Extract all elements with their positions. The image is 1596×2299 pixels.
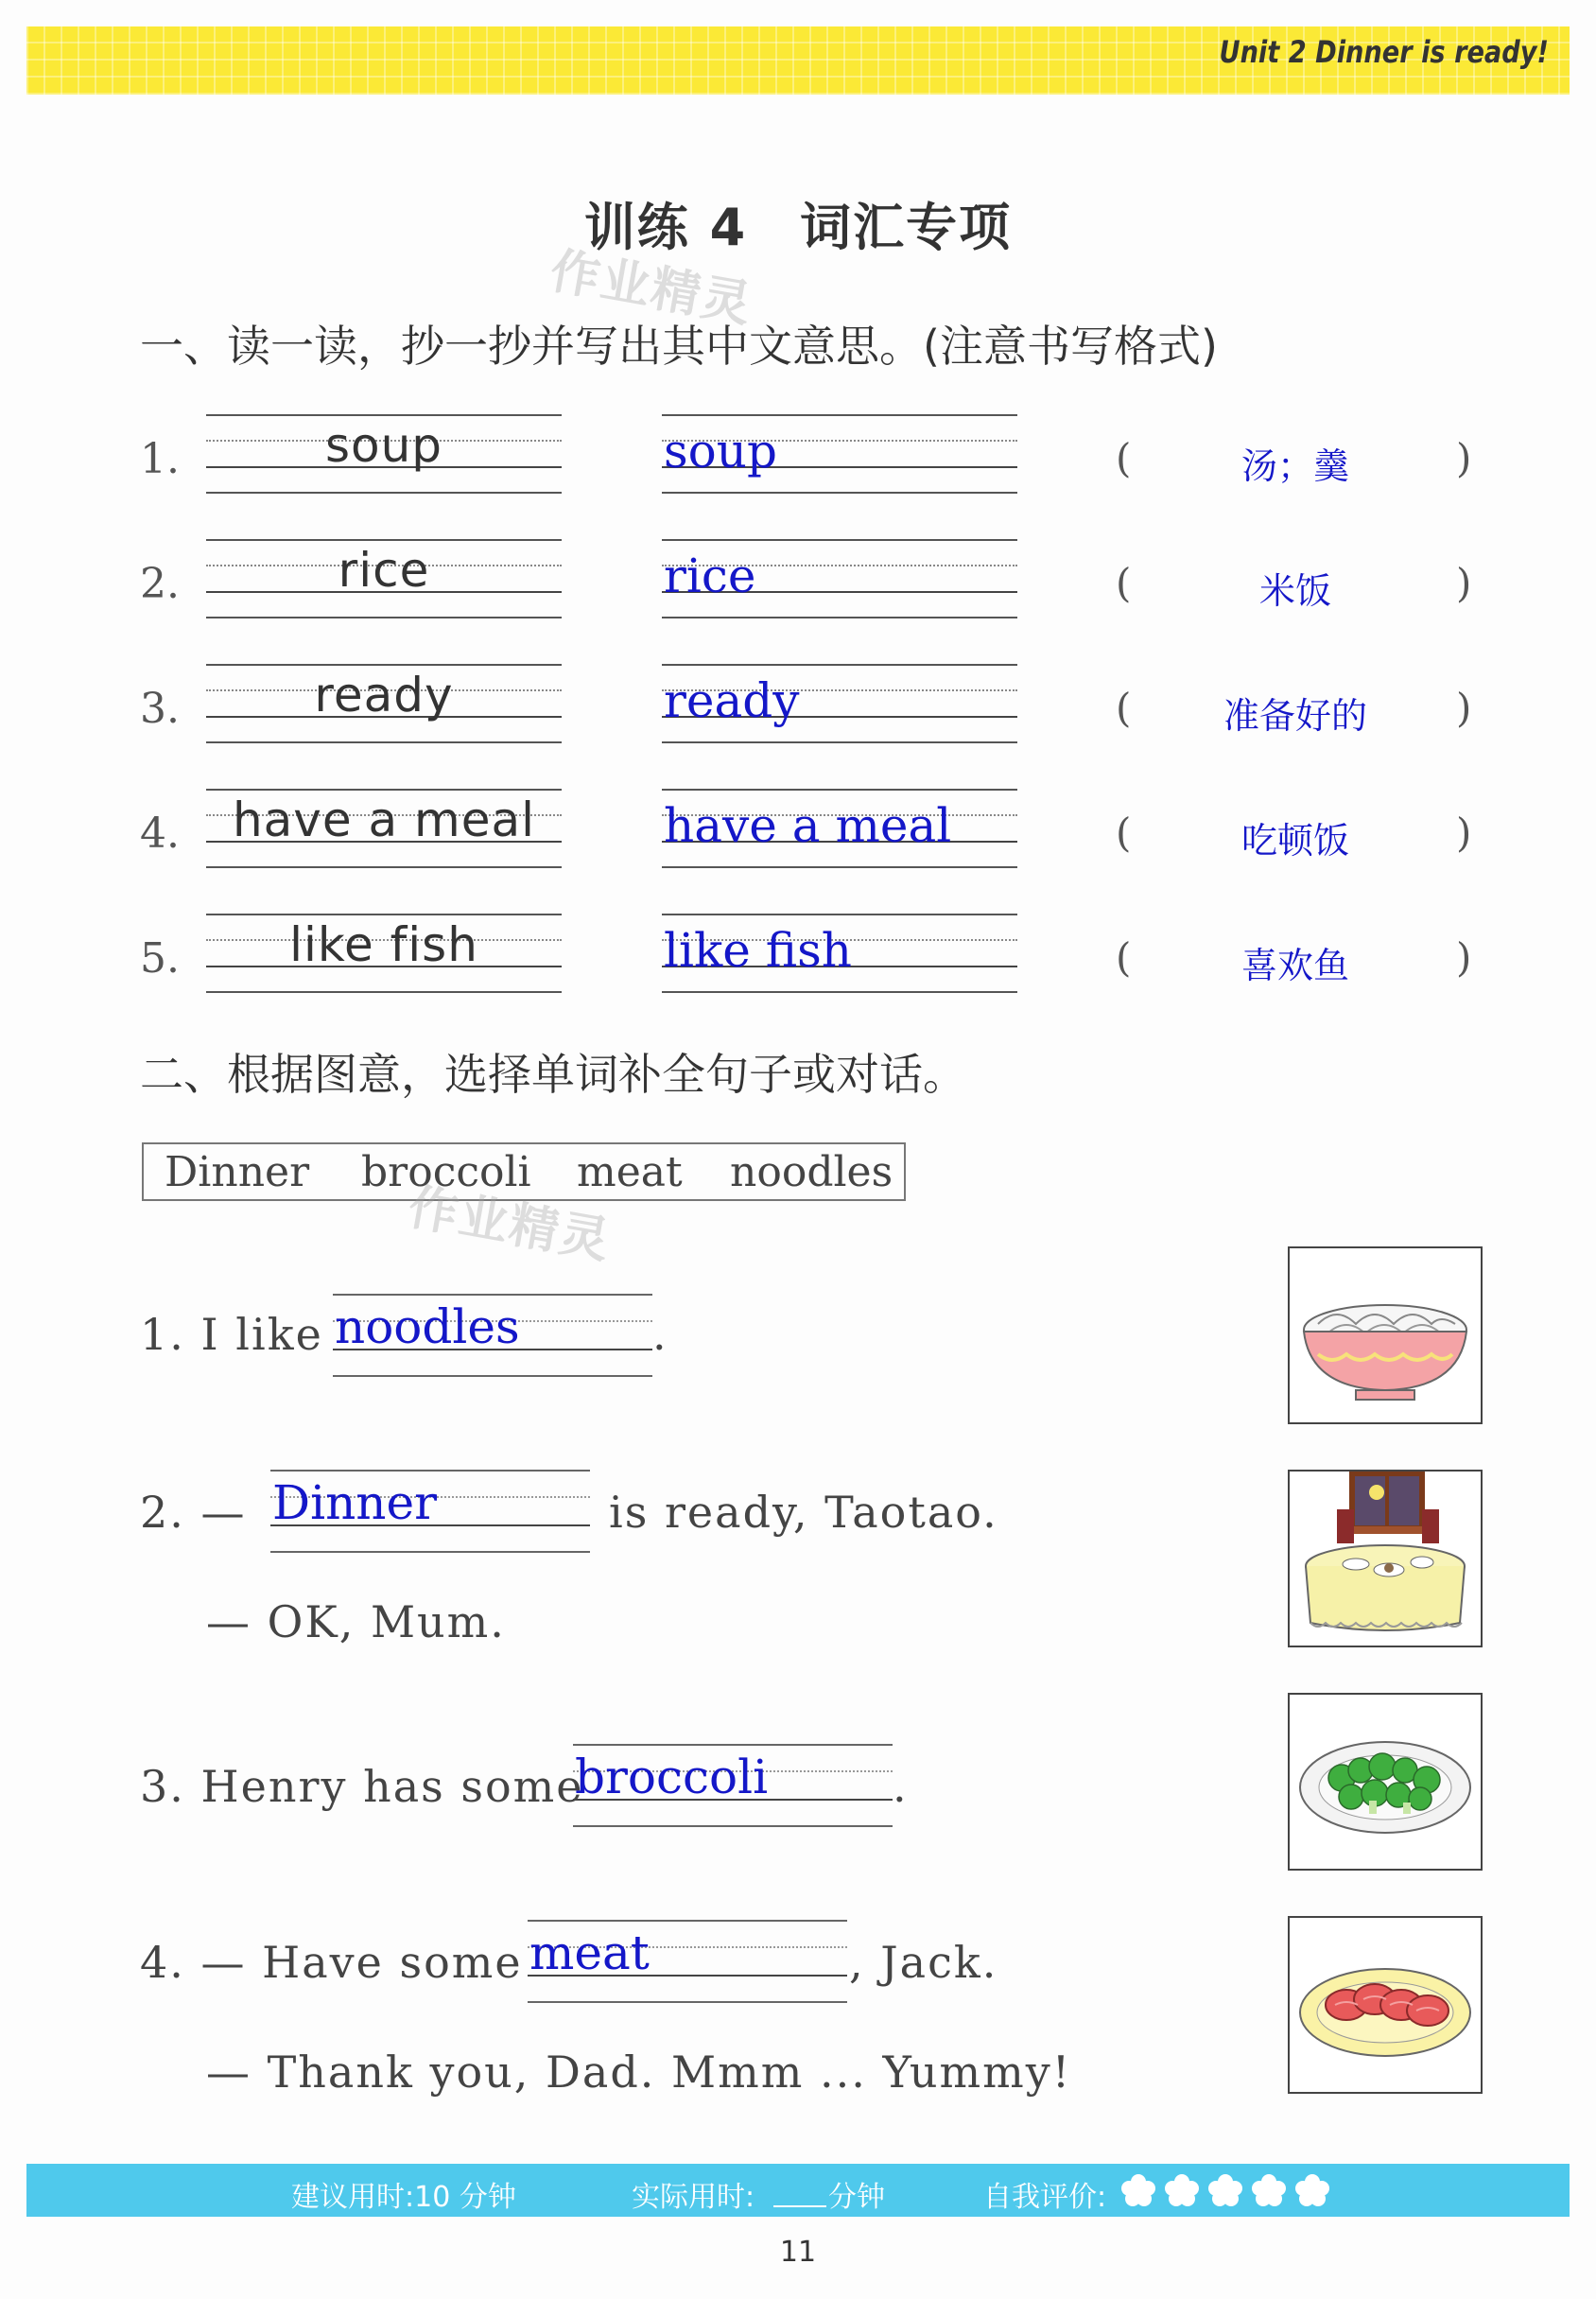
section2-title: 二、根据图意，选择单词补全句子或对话。 bbox=[140, 1049, 966, 1100]
model-word-grid bbox=[206, 647, 562, 760]
rating-flower-icon[interactable] bbox=[1163, 2173, 1201, 2207]
section1-row bbox=[0, 772, 1596, 885]
item-number: 5. bbox=[140, 934, 180, 983]
model-word: have a meal bbox=[232, 792, 536, 847]
model-word-grid bbox=[206, 397, 562, 511]
q2-suffix: is ready, Taotao. bbox=[609, 1487, 998, 1538]
rating-flower-icon[interactable] bbox=[1206, 2173, 1244, 2207]
copy-word-grid[interactable] bbox=[662, 897, 1017, 1010]
section1-row bbox=[0, 647, 1596, 760]
meaning-answer[interactable]: 汤；羹 bbox=[1240, 445, 1349, 487]
copy-word-answer: ready bbox=[664, 673, 800, 728]
page-number: 11 bbox=[779, 2236, 817, 2269]
copy-word-grid[interactable] bbox=[662, 772, 1017, 885]
footer-bar bbox=[26, 2164, 1570, 2217]
word-bank-item: meat bbox=[577, 1148, 683, 1196]
word-bank-item: noodles bbox=[730, 1148, 893, 1196]
q1-answer: noodles bbox=[335, 1299, 520, 1354]
q4-suffix: , Jack. bbox=[849, 1937, 998, 1988]
copy-word-grid[interactable] bbox=[662, 647, 1017, 760]
noodles-bowl-picture bbox=[1288, 1246, 1483, 1424]
model-word-grid bbox=[206, 772, 562, 885]
watermark: 作业精灵 bbox=[404, 1178, 616, 1271]
meat-plate-picture bbox=[1288, 1916, 1483, 2094]
copy-word-answer: have a meal bbox=[664, 798, 952, 853]
copy-word-grid[interactable] bbox=[662, 522, 1017, 636]
copy-word-answer: soup bbox=[664, 424, 777, 479]
paren-open: ( bbox=[1116, 810, 1132, 856]
model-word-grid bbox=[206, 522, 562, 636]
section1-row bbox=[0, 522, 1596, 636]
word-bank-item: broccoli bbox=[361, 1148, 531, 1196]
section1-row bbox=[0, 397, 1596, 511]
q1-suffix: . bbox=[652, 1309, 668, 1360]
paren-close: ) bbox=[1456, 560, 1472, 606]
paren-close: ) bbox=[1456, 934, 1472, 981]
model-word-grid bbox=[206, 897, 562, 1010]
q4-answer: meat bbox=[529, 1925, 650, 1980]
item-number: 3. bbox=[140, 685, 180, 733]
rating-flower-icon[interactable] bbox=[1293, 2173, 1331, 2207]
meaning-answer[interactable]: 米饭 bbox=[1258, 570, 1331, 612]
meaning-answer[interactable]: 喜欢鱼 bbox=[1240, 945, 1349, 986]
rating-flower-icon[interactable] bbox=[1250, 2173, 1288, 2207]
q2-prefix: 2. — bbox=[140, 1487, 247, 1538]
q3-blank[interactable] bbox=[573, 1744, 893, 1829]
section1-row bbox=[0, 897, 1596, 1010]
model-word: rice bbox=[338, 543, 430, 598]
q4-prefix: 4. — Have some bbox=[140, 1937, 523, 1988]
section1-title: 一、读一读，抄一抄并写出其中文意思。(注意书写格式) bbox=[140, 321, 1218, 372]
item-number: 1. bbox=[140, 435, 180, 483]
suggested-time: 建议用时:10 分钟 bbox=[291, 2181, 516, 2214]
q3-suffix: . bbox=[893, 1761, 909, 1812]
unit-title: Unit 2 Dinner is ready! bbox=[1219, 34, 1549, 70]
copy-word-answer: rice bbox=[664, 549, 756, 603]
paren-open: ( bbox=[1116, 934, 1132, 981]
rating-flower-icon[interactable] bbox=[1119, 2173, 1157, 2207]
item-number: 2. bbox=[140, 560, 180, 608]
self-eval-label: 自我评价: bbox=[983, 2181, 1107, 2214]
item-number: 4. bbox=[140, 810, 180, 858]
actual-time-unit: 分钟 bbox=[828, 2181, 885, 2214]
meaning-answer[interactable]: 准备好的 bbox=[1223, 695, 1367, 737]
dinner-table-picture bbox=[1288, 1470, 1483, 1647]
q3-answer: broccoli bbox=[575, 1750, 769, 1804]
copy-word-grid[interactable] bbox=[662, 397, 1017, 511]
q1-prefix: 1. I like bbox=[140, 1309, 323, 1360]
word-bank-item: Dinner bbox=[165, 1148, 310, 1196]
copy-word-answer: like fish bbox=[664, 923, 852, 978]
q4-blank[interactable] bbox=[528, 1920, 847, 2005]
q2-answer: Dinner bbox=[272, 1475, 437, 1530]
paren-open: ( bbox=[1116, 435, 1132, 481]
q2-blank[interactable] bbox=[270, 1470, 590, 1555]
page-title: 训练 4 词汇专项 bbox=[583, 198, 1013, 257]
q1-blank[interactable] bbox=[333, 1294, 652, 1379]
paren-open: ( bbox=[1116, 685, 1132, 731]
q4-reply: — Thank you, Dad. Mmm ... Yummy! bbox=[206, 2046, 1072, 2098]
q3-prefix: 3. Henry has some bbox=[140, 1761, 584, 1812]
paren-open: ( bbox=[1116, 560, 1132, 606]
header-bar bbox=[26, 26, 1570, 95]
q2-reply: — OK, Mum. bbox=[206, 1596, 506, 1647]
paren-close: ) bbox=[1456, 685, 1472, 731]
actual-time-field[interactable] bbox=[773, 2177, 826, 2207]
broccoli-plate-picture bbox=[1288, 1693, 1483, 1871]
model-word: ready bbox=[314, 668, 454, 723]
model-word: like fish bbox=[289, 917, 478, 972]
model-word: soup bbox=[324, 418, 443, 473]
watermark: 作业精灵 bbox=[546, 242, 757, 335]
paren-close: ) bbox=[1456, 810, 1472, 856]
paren-close: ) bbox=[1456, 435, 1472, 481]
actual-time-label: 实际用时: bbox=[632, 2181, 755, 2214]
meaning-answer[interactable]: 吃顿饭 bbox=[1240, 820, 1349, 862]
